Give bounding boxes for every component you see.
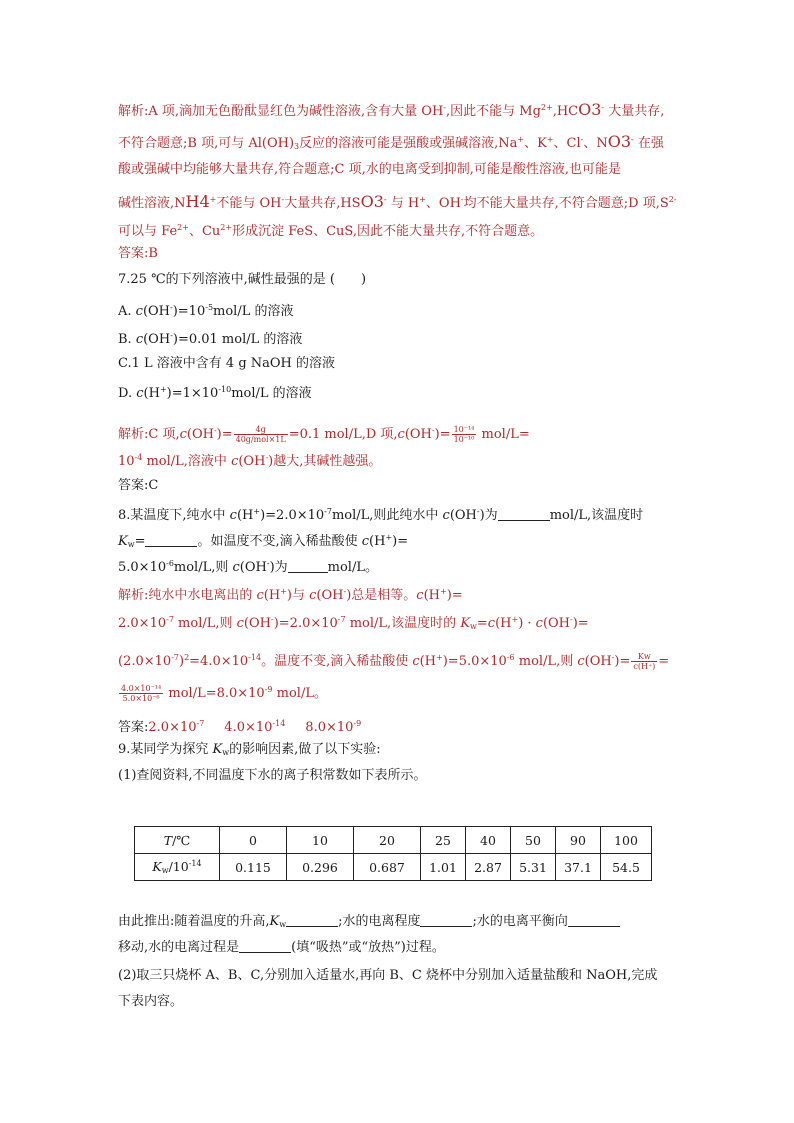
question-8-line: $K_w=$ 。如温度不变,滴入稀盐酸使 c(H+)= (118, 533, 409, 549)
option-a: A. $c(OH^-)=10^{-5}mol/L$ 的溶液 (118, 303, 294, 319)
table-cell: 90 (556, 827, 601, 854)
table-cell: 50 (511, 827, 556, 854)
answer-blank[interactable] (568, 914, 620, 927)
fraction: $\frac{Kw}{c(H^+)}$ (633, 652, 656, 671)
analysis-line: 不符合题意;B 项,可与 $Al(OH)_3$反应的溶液可能是强酸或强碱溶液,Na+、K+、Cl-、NO3- 在强 (118, 132, 664, 151)
answer-blank[interactable] (286, 914, 338, 927)
answer-line: 答案:C (118, 478, 159, 493)
table-cell: 40 (466, 827, 511, 854)
answer-blank[interactable] (498, 508, 550, 521)
table-cell: 54.5 (601, 854, 652, 881)
fraction: $\frac{\text{4.0×10⁻¹⁴}}{\text{5.0×10⁻⁶}}$ (121, 684, 162, 703)
table-cell: 20 (354, 827, 421, 854)
analysis-line: $(2.0\times 10^{-7})^2=4.0\times 10^{-14}$。温度不变,滴入稀盐酸使 $c(H^+)=5.0\times 10^{-6}$ mol/L,则 c(OH-)= $\frac{Kw}{c(H^+)}$ = (118, 652, 670, 671)
table-cell: 0.687 (354, 854, 421, 881)
answer-blank[interactable] (145, 534, 197, 547)
answer-blank[interactable] (239, 940, 291, 953)
answer-line: 答案$:2.0\times 10^{-7}$ $4.0\times 10^{-14}$ $8.0\times 10^{-9}$ (118, 719, 362, 735)
question-9-inference: 由此推出:随着温度的升高$,K_w$ ;水的电离程度 ;水的电离平衡向 (118, 912, 620, 932)
analysis-line: 解析:C 项,c(OH-)= $\frac{4g}{\text{40g/mol×1L}}$ =0.1 mol/L,D 项,c(OH-)= $\frac{\text{10⁻¹⁴}}{\text{10⁻¹⁰}}$ mol/L= (118, 425, 530, 444)
analysis-line: 可以与 $Fe^{2+}$、$Cu^{2+}$形成沉淀 FeS、CuS,因此不能大量共存,不符合题意。 (118, 223, 544, 239)
table-cell: 5.31 (511, 854, 556, 881)
question-9-inference: 移动,水的电离过程是 (填“吸热”或“放热”)过程。 (118, 940, 445, 955)
table-header-cell: T/℃ (135, 827, 220, 854)
table-cell: 0.296 (287, 854, 354, 881)
table-cell: 1.01 (421, 854, 466, 881)
analysis-line: $\frac{\text{4.0×10⁻¹⁴}}{\text{5.0×10⁻⁶}}$ mol/$L=8.0\times 10^{-9}$ mol/L。 (121, 684, 327, 703)
table-cell: 100 (601, 827, 652, 854)
question-9-part2: (2)取三只烧杯 A、B、C,分别加入适量水,再向 B、C 烧杯中分别加入适量盐酸和 NaOH,完成 (118, 968, 658, 983)
fraction: $\frac{4g}{\text{40g/mol×1L}}$ (235, 425, 286, 444)
table-cell: 25 (421, 827, 466, 854)
analysis-line: 酸或强碱中均能够大量共存,符合题意;C 项,水的电离受到抑制,可能是酸性溶液,也可能是 (118, 162, 621, 177)
option-c: C.1 L 溶液中含有 4 g NaOH 的溶液 (118, 356, 336, 371)
answer-blank[interactable] (420, 914, 472, 927)
fraction: $\frac{\text{10⁻¹⁴}}{\text{10⁻¹⁰}}$ (453, 425, 475, 444)
question-9-part2: 下表内容。 (118, 994, 184, 1009)
question-8-line: 8.某温度下,纯水中 $c(H^+)=2.0\times 10^{-7}mol/L$,则此纯水中 c(OH-)为 mol/L,该温度时 (118, 507, 644, 523)
analysis-line: 解析:A 项,滴加无色酚酞显红色为碱性溶液,含有大量 OH-,因此不能与 $Mg^{2+},HCO3^-$ 大量共存, (118, 100, 665, 119)
option-b: B. c(OH-)=0.01 mol/L 的溶液 (118, 331, 303, 347)
kw-table (134, 826, 652, 881)
table-cell: 0 (220, 827, 287, 854)
question-8-line: $5.0\times 10^{-6}mol/L$,则 c(OH-)为 mol/L。 (118, 559, 378, 575)
table-row (135, 854, 652, 881)
analysis-line: 碱性溶液,NH4+不能与 OH-大量共存,HSO3- 与 H+、OH-均不能大量共存,不符合题意;D 项$,S^{2-}$ (118, 192, 677, 211)
table-cell: 10 (287, 827, 354, 854)
question-9-stem: 9.某同学为探究 $K_w$的影响因素,做了以下实验: (118, 742, 381, 757)
analysis-line: $10^{-4}$ mol/L,溶液中 c(OH-)越大,其碱性越强。 (118, 453, 382, 469)
table-cell: 2.87 (466, 854, 511, 881)
question-9-part1: (1)查阅资料,不同温度下水的离子积常数如下表所示。 (118, 768, 427, 783)
table-cell: 0.115 (220, 854, 287, 881)
option-d: D. $c(H^+)=1\times 10^{-10}mol/L$ 的溶液 (118, 385, 312, 401)
table-cell: 37.1 (556, 854, 601, 881)
analysis-line: $2.0\times 10^{-7}$ mol/L,则 $c(OH^-)=2.0\times 10^{-7}$ mol/L,该温度时的 $K_w=c(H^+) \cdot c(OH^-)=$ (118, 615, 589, 631)
question-7-stem: 7.25 ℃的下列溶液中,碱性最强的是 ( ) (118, 272, 367, 287)
answer-blank[interactable] (288, 560, 328, 573)
analysis-line: 解析:纯水中水电离出的 c(H+)与 c(OH-)总是相等。c(H+)= (118, 587, 463, 603)
answer-line: 答案:B (118, 246, 158, 261)
table-row (135, 827, 652, 854)
table-header-cell: $K_w/10^{-14}$ (135, 854, 220, 881)
